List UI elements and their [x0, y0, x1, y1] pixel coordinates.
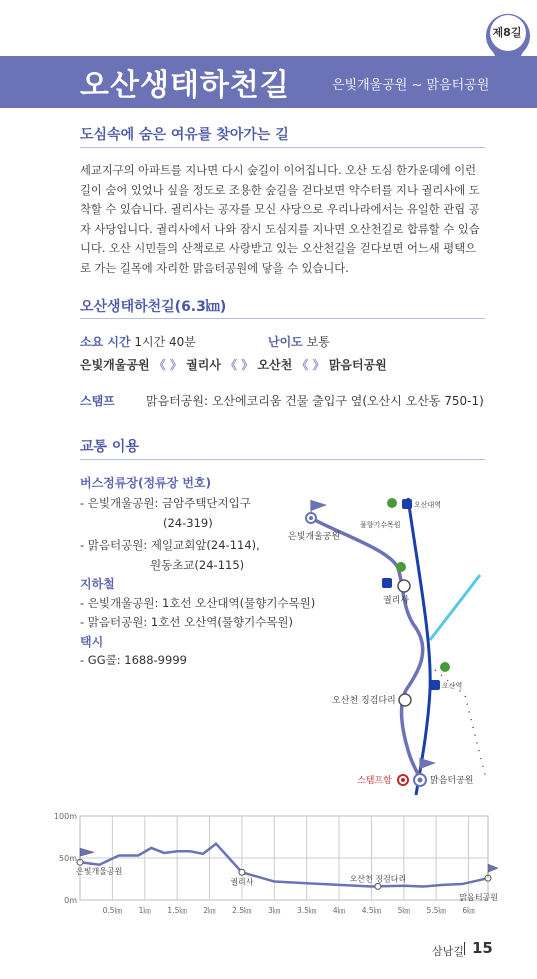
- bus-line-4: 원동초교(24-115): [150, 558, 245, 572]
- osan-station-icon: [430, 680, 440, 690]
- page-title: 오산생태하천길: [80, 68, 290, 103]
- y-tick-label: 50m: [59, 854, 77, 863]
- time-row: [80, 333, 196, 350]
- arrow-icon: 《 》: [225, 358, 254, 372]
- x-tick-label: 3.5㎞: [296, 906, 317, 915]
- x-tick-label: 1.5㎞: [167, 906, 187, 915]
- y-tick-label: 0m: [64, 896, 77, 905]
- annotation-label: 오산천 징검다리: [349, 874, 407, 884]
- x-tick-label: 4.5㎞: [361, 906, 382, 915]
- course-heading: 오산생태하천길(6.3㎞): [80, 299, 227, 315]
- intro-paragraph: 세교지구의 아파트를 지나면 다시 숲길이 이어집니다. 오산 도심 한가운데에 이런 길이 숨어 있었나 싶을 정도로 조용한 숲길을 걷다보면 약수터를 지나 궐리사에 도착할 수 있습니다. 궐리사는 공자를 모신 사당으로 우리나라에서는 유일한 관립 공자 사당입니다. 궐리사에서 나와 잠시 도심지를 지나면 오산천길로 합류할 수 있습니다. 오산 시민들의 산책로로 사랑받고 있는 오산천길을 걷다보면 어느새 평택으로 가는 길목에 자리한 맑음터공원에 닿을 수 있습니다.: [80, 164, 480, 275]
- subway-heading: 지하철: [80, 577, 115, 591]
- bus-stop-icon: [396, 562, 406, 572]
- annotation-label: 궐리사: [230, 877, 254, 887]
- end-flag-icon: [420, 758, 436, 769]
- intro-divider: [80, 147, 485, 148]
- map-label-stamp: 스탬프함: [357, 776, 392, 786]
- x-tick-label: 1㎞: [138, 906, 151, 915]
- map-label-arboretum: 물향기수목원: [360, 521, 401, 529]
- course-number-text: 제8길: [492, 26, 522, 39]
- transport-divider: [80, 459, 485, 460]
- transport-heading: 교통 이용: [80, 439, 139, 455]
- x-tick-label: 2㎞: [203, 906, 216, 915]
- difficulty-value: 보통: [306, 335, 330, 349]
- taxi-line-1: - GG콜: 1688-9999: [80, 653, 187, 667]
- stamp-value: 맑음터공원: 오산에코리움 건물 출입구 옆(오산시 오산동 750-1): [146, 394, 484, 408]
- stops-row: [80, 356, 387, 373]
- bus-line-2: (24-319): [163, 516, 213, 530]
- map-label-end: 맑음터공원: [430, 776, 474, 786]
- x-tick-label: 6㎞: [462, 906, 475, 915]
- stop-2: 궐리사: [186, 358, 221, 372]
- intro-heading: 도심속에 숨은 여유를 찾아가는 길: [80, 127, 289, 143]
- walking-route: [311, 518, 423, 780]
- time-label: 소요 시간: [80, 335, 131, 349]
- difficulty-row: [268, 333, 330, 350]
- osandae-station-icon: [402, 499, 412, 509]
- x-tick-label: 4㎞: [332, 906, 346, 915]
- x-tick-label: 5㎞: [397, 906, 410, 915]
- annotation-marker: [239, 869, 245, 875]
- elevation-series-line: [80, 844, 488, 887]
- start-flag-icon: [311, 500, 327, 511]
- elevation-chart: [50, 808, 500, 920]
- annotation-marker: [375, 883, 381, 889]
- subway-line-2: - 맑음터공원: 1호선 오산역(물향기수목원): [80, 615, 294, 629]
- footer-divider: [464, 942, 465, 955]
- taxi-heading: 택시: [80, 635, 104, 649]
- footer-section: 삼남길: [432, 945, 464, 958]
- x-tick-label: 5.5㎞: [426, 906, 446, 915]
- time-value: 1시간 40분: [134, 335, 196, 349]
- railway-line: [408, 498, 430, 795]
- map-label-stepping-stones: 오산천 징검다리: [332, 696, 396, 706]
- arrow-icon: 《 》: [153, 358, 182, 372]
- map-label-gwolisa: 궐리사: [383, 596, 410, 606]
- stop-3: 오산천: [257, 358, 293, 372]
- difficulty-label: 난이도: [268, 335, 303, 349]
- annotation-label: 맑음터공원: [459, 893, 498, 903]
- annotation-label: 은빛개울공원: [76, 867, 123, 877]
- x-tick-label: 0.5㎞: [102, 906, 123, 915]
- y-tick-label: 100m: [53, 812, 77, 821]
- stepping-stones-marker: [399, 694, 411, 706]
- stop-1: 은빛개울공원: [80, 358, 150, 372]
- map-label-start: 은빛개울공원: [288, 532, 341, 542]
- gwolisa-marker: [398, 580, 410, 592]
- arboretum-icon: [387, 498, 397, 508]
- bus-line-3: - 맑음터공원: 제일교회앞(24-114),: [80, 538, 260, 552]
- map-label-osandae: 오산대역: [414, 501, 442, 509]
- osan-station-bus-icon: [440, 662, 450, 672]
- route-subtitle: 은빛개울공원 ~ 맑음터공원: [332, 78, 490, 93]
- page-number: 15: [472, 939, 493, 957]
- course-divider: [80, 318, 485, 319]
- stamp-label: 스탬프: [80, 394, 115, 408]
- stream-line: [430, 575, 480, 640]
- x-tick-label: 2.5㎞: [232, 906, 252, 915]
- stop-4: 맑음터공원: [328, 358, 387, 372]
- bus-heading: 버스정류장(정류장 번호): [80, 476, 212, 490]
- stamp-row: [80, 392, 115, 409]
- bus-icon: [382, 578, 392, 588]
- arrow-icon: 《 》: [296, 358, 325, 372]
- subway-line-1: - 은빛개울공원: 1호선 오산대역(물향기수목원): [80, 596, 316, 610]
- x-tick-label: 3㎞: [268, 906, 281, 915]
- map-label-osan-station: 오산역: [442, 682, 463, 690]
- route-map: [280, 490, 537, 800]
- bus-line-1: - 은빛개울공원: 금암주택단지입구: [80, 496, 251, 510]
